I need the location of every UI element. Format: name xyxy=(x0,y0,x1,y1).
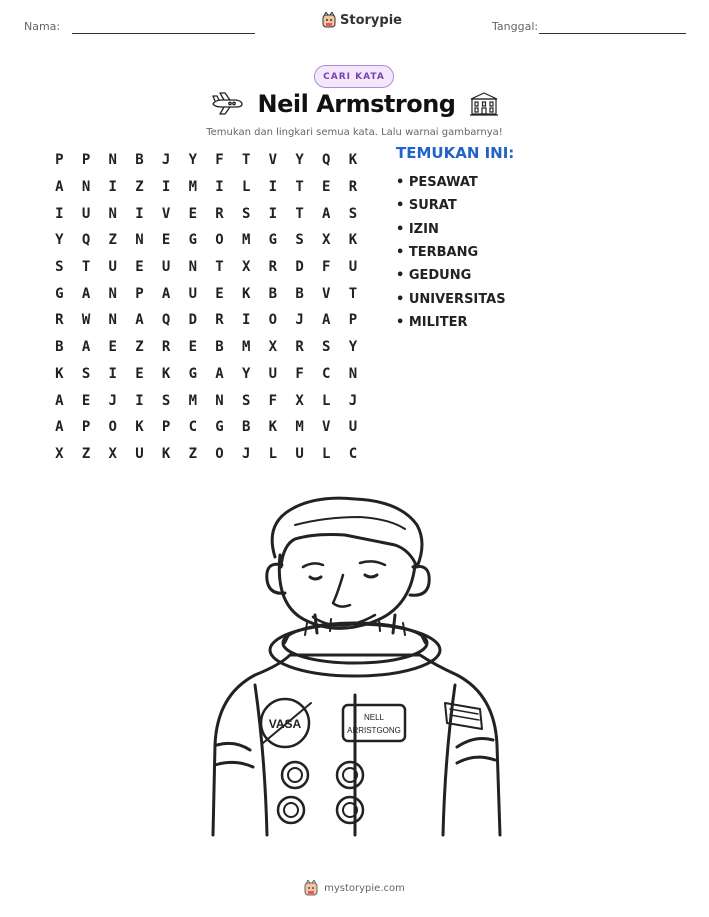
footer xyxy=(0,880,709,896)
grid-cell[interactable]: X xyxy=(55,445,64,462)
patch-text: VASA xyxy=(268,717,302,731)
grid-cell[interactable]: U xyxy=(295,445,304,462)
grid-cell[interactable]: Z xyxy=(81,445,91,462)
grid-row xyxy=(46,174,366,201)
date-line xyxy=(539,33,686,34)
grid-cell[interactable]: U xyxy=(348,419,358,436)
grid-cell[interactable]: I xyxy=(108,179,117,196)
grid-cell[interactable]: M xyxy=(241,232,251,249)
date-label: Tanggal: xyxy=(492,20,539,33)
grid-cell[interactable]: Y xyxy=(55,232,64,249)
grid-cell[interactable]: S xyxy=(241,205,251,222)
grid-cell[interactable]: G xyxy=(215,419,224,436)
grid-cell[interactable]: P xyxy=(161,419,171,436)
grid-cell[interactable]: B xyxy=(55,339,64,356)
grid-cell[interactable]: F xyxy=(322,259,331,276)
grid-cell[interactable]: S xyxy=(295,232,304,249)
grid-cell[interactable]: R xyxy=(295,339,304,356)
grid-row xyxy=(46,334,366,361)
grid-cell[interactable]: A xyxy=(55,419,64,436)
grid-cell[interactable]: M xyxy=(188,392,197,409)
grid-row xyxy=(46,254,366,281)
word-list-item: • MILITER xyxy=(396,311,506,334)
grid-row xyxy=(46,307,366,334)
grid-cell[interactable]: K xyxy=(348,152,358,169)
word-list-item: • PESAWAT xyxy=(396,171,506,194)
grid-cell[interactable]: I xyxy=(268,205,278,222)
grid-cell[interactable]: B xyxy=(295,285,304,302)
word-list-item: • UNIVERSITAS xyxy=(396,287,506,310)
grid-row xyxy=(46,441,366,468)
grid-cell[interactable]: P xyxy=(55,152,64,169)
grid-cell[interactable]: K xyxy=(55,365,64,382)
footer-url: mystorypie.com xyxy=(324,882,405,894)
grid-cell[interactable]: W xyxy=(81,312,91,329)
instructions: Temukan dan lingkari semua kata. Lalu warnai gambarnya! xyxy=(206,127,503,138)
grid-cell[interactable]: O xyxy=(215,445,224,462)
grid-cell[interactable]: E xyxy=(188,339,197,356)
grid-cell[interactable]: G xyxy=(188,365,197,382)
grid-cell[interactable]: T xyxy=(81,259,91,276)
grid-cell[interactable]: L xyxy=(241,179,251,196)
grid-cell[interactable]: A xyxy=(322,312,331,329)
grid-cell[interactable]: S xyxy=(241,392,251,409)
grid-cell[interactable]: V xyxy=(322,285,331,302)
grid-cell[interactable]: K xyxy=(135,419,144,436)
storypie-footer-logo-icon xyxy=(304,880,318,896)
airplane-icon xyxy=(210,91,244,117)
grid-cell[interactable]: Z xyxy=(135,179,144,196)
grid-cell[interactable]: J xyxy=(348,392,358,409)
grid-cell[interactable]: O xyxy=(215,232,224,249)
grid-cell[interactable]: Y xyxy=(295,152,304,169)
grid-cell[interactable]: Y xyxy=(348,339,358,356)
grid-cell[interactable]: U xyxy=(135,445,144,462)
grid-cell[interactable]: F xyxy=(295,365,304,382)
grid-cell[interactable]: R xyxy=(348,179,358,196)
grid-cell[interactable]: V xyxy=(322,419,331,436)
grid-cell[interactable]: U xyxy=(268,365,278,382)
grid-cell[interactable]: B xyxy=(135,152,144,169)
grid-cell[interactable]: X xyxy=(108,445,117,462)
grid-cell[interactable]: N xyxy=(215,392,224,409)
grid-cell[interactable]: X xyxy=(241,259,251,276)
grid-cell[interactable]: T xyxy=(215,259,224,276)
grid-cell[interactable]: L xyxy=(322,445,331,462)
grid-cell[interactable]: R xyxy=(161,339,171,356)
grid-cell[interactable]: T xyxy=(348,285,358,302)
word-list-item: • SURAT xyxy=(396,194,506,217)
grid-cell[interactable]: S xyxy=(81,365,91,382)
grid-row xyxy=(46,200,366,227)
grid-cell[interactable]: U xyxy=(161,259,171,276)
grid-cell[interactable]: P xyxy=(81,419,91,436)
grid-cell[interactable]: Q xyxy=(81,232,91,249)
grid-cell[interactable]: F xyxy=(268,392,278,409)
category-badge: CARI KATA xyxy=(314,65,394,88)
name-line xyxy=(72,33,255,34)
grid-cell[interactable]: C xyxy=(322,365,331,382)
grid-cell[interactable]: E xyxy=(135,365,144,382)
grid-cell[interactable]: I xyxy=(135,392,144,409)
grid-cell[interactable]: F xyxy=(215,152,224,169)
grid-cell[interactable]: M xyxy=(295,419,304,436)
grid-cell[interactable]: B xyxy=(241,419,251,436)
grid-row xyxy=(46,414,366,441)
grid-cell[interactable]: I xyxy=(161,179,171,196)
grid-cell[interactable]: R xyxy=(55,312,64,329)
grid-cell[interactable]: I xyxy=(108,365,117,382)
grid-row xyxy=(46,227,366,254)
word-search-grid xyxy=(46,147,366,467)
grid-cell[interactable]: P xyxy=(81,152,91,169)
grid-cell[interactable]: I xyxy=(241,312,251,329)
grid-cell[interactable]: R xyxy=(268,259,278,276)
nametag-line2: ARRISTGONG xyxy=(347,726,401,735)
grid-cell[interactable]: T xyxy=(295,179,304,196)
grid-cell[interactable]: K xyxy=(348,232,358,249)
grid-cell[interactable]: M xyxy=(188,179,197,196)
nametag-line1: NELL xyxy=(363,713,385,722)
grid-cell[interactable]: A xyxy=(322,205,331,222)
grid-cell[interactable]: D xyxy=(295,259,304,276)
astronaut-illustration xyxy=(195,495,515,840)
grid-cell[interactable]: T xyxy=(295,205,304,222)
grid-cell[interactable]: U xyxy=(348,259,358,276)
grid-cell[interactable]: U xyxy=(188,285,197,302)
grid-cell[interactable]: G xyxy=(188,232,197,249)
grid-cell[interactable]: A xyxy=(215,365,224,382)
grid-cell[interactable]: A xyxy=(161,285,171,302)
grid-cell[interactable]: S xyxy=(322,339,331,356)
grid-cell[interactable]: U xyxy=(108,259,117,276)
brand-name: Storypie xyxy=(340,12,402,28)
grid-cell[interactable]: A xyxy=(55,179,64,196)
grid-cell[interactable]: E xyxy=(215,285,224,302)
grid-cell[interactable]: D xyxy=(188,312,197,329)
grid-cell[interactable]: E xyxy=(161,232,171,249)
brand xyxy=(322,12,402,28)
grid-cell[interactable]: Z xyxy=(188,445,197,462)
grid-cell[interactable]: G xyxy=(268,232,278,249)
word-list-item: • IZIN xyxy=(396,218,506,241)
grid-cell[interactable]: E xyxy=(322,179,331,196)
grid-cell[interactable]: C xyxy=(348,445,358,462)
grid-cell[interactable]: N xyxy=(108,312,117,329)
grid-cell[interactable]: C xyxy=(188,419,197,436)
grid-cell[interactable]: V xyxy=(161,205,171,222)
grid-cell[interactable]: B xyxy=(215,339,224,356)
grid-cell[interactable]: E xyxy=(81,392,91,409)
grid-cell[interactable]: A xyxy=(55,392,64,409)
page-title: Neil Armstrong xyxy=(257,90,456,118)
grid-cell[interactable]: P xyxy=(135,285,144,302)
title-row xyxy=(0,90,709,118)
grid-cell[interactable]: J xyxy=(161,152,171,169)
grid-cell[interactable]: O xyxy=(108,419,117,436)
grid-cell[interactable]: N xyxy=(108,152,117,169)
grid-cell[interactable]: P xyxy=(348,312,358,329)
grid-cell[interactable]: R xyxy=(215,205,224,222)
grid-cell[interactable]: A xyxy=(81,339,91,356)
grid-cell[interactable]: J xyxy=(241,445,251,462)
grid-cell[interactable]: Q xyxy=(322,152,331,169)
grid-cell[interactable]: N xyxy=(108,205,117,222)
grid-cell[interactable]: I xyxy=(268,179,278,196)
grid-cell[interactable]: I xyxy=(135,205,144,222)
grid-cell[interactable]: J xyxy=(295,312,304,329)
grid-cell[interactable]: Q xyxy=(161,312,171,329)
grid-cell[interactable]: M xyxy=(241,339,251,356)
grid-cell[interactable]: S xyxy=(161,392,171,409)
grid-cell[interactable]: O xyxy=(268,312,278,329)
grid-cell[interactable]: L xyxy=(322,392,331,409)
grid-cell[interactable]: N xyxy=(348,365,358,382)
grid-cell[interactable]: Z xyxy=(135,339,144,356)
grid-cell[interactable]: Y xyxy=(241,365,251,382)
grid-cell[interactable]: K xyxy=(161,365,171,382)
grid-cell[interactable]: X xyxy=(295,392,304,409)
storypie-logo-icon xyxy=(322,12,336,28)
grid-cell[interactable]: E xyxy=(135,259,144,276)
grid-cell[interactable]: G xyxy=(55,285,64,302)
grid-cell[interactable]: S xyxy=(348,205,358,222)
grid-row xyxy=(46,280,366,307)
grid-cell[interactable]: Z xyxy=(108,232,117,249)
grid-cell[interactable]: L xyxy=(268,445,278,462)
grid-cell[interactable]: S xyxy=(55,259,64,276)
grid-row xyxy=(46,387,366,414)
grid-cell[interactable]: N xyxy=(81,179,91,196)
grid-cell[interactable]: N xyxy=(135,232,144,249)
grid-cell[interactable]: I xyxy=(55,205,64,222)
grid-cell[interactable]: X xyxy=(268,339,278,356)
grid-cell[interactable]: I xyxy=(215,179,224,196)
grid-cell[interactable]: K xyxy=(241,285,251,302)
grid-cell[interactable]: E xyxy=(108,339,117,356)
grid-cell[interactable]: A xyxy=(81,285,91,302)
grid-row xyxy=(46,147,366,174)
grid-cell[interactable]: N xyxy=(188,259,197,276)
grid-cell[interactable]: K xyxy=(268,419,278,436)
word-list-item: • GEDUNG xyxy=(396,264,506,287)
grid-cell[interactable]: A xyxy=(135,312,144,329)
grid-cell[interactable]: Y xyxy=(188,152,197,169)
grid-cell[interactable]: N xyxy=(108,285,117,302)
grid-cell[interactable]: J xyxy=(108,392,117,409)
name-label: Nama: xyxy=(24,20,61,33)
grid-cell[interactable]: X xyxy=(322,232,331,249)
grid-cell[interactable]: E xyxy=(188,205,197,222)
building-icon xyxy=(469,91,499,117)
word-list xyxy=(396,171,506,334)
grid-cell[interactable]: T xyxy=(241,152,251,169)
word-list-item: • TERBANG xyxy=(396,241,506,264)
find-title: TEMUKAN INI: xyxy=(396,144,515,162)
grid-row xyxy=(46,361,366,388)
grid-cell[interactable]: R xyxy=(215,312,224,329)
grid-cell[interactable]: U xyxy=(81,205,91,222)
grid-cell[interactable]: V xyxy=(268,152,278,169)
grid-cell[interactable]: K xyxy=(161,445,171,462)
grid-cell[interactable]: B xyxy=(268,285,278,302)
